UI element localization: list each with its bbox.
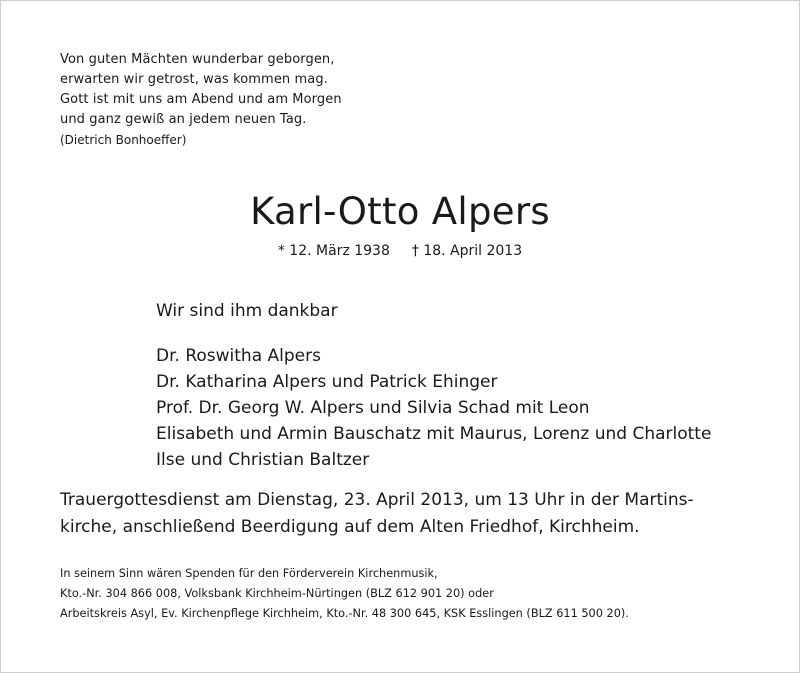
poem-line: Gott ist mit uns am Abend und am Morgen	[60, 92, 342, 107]
service-line: Trauergottesdienst am Dienstag, 23. April 2013, um 13 Uhr in der Martins-	[60, 490, 694, 510]
birth-date: * 12. März 1938	[277, 243, 390, 259]
mourner: Dr. Roswitha Alpers	[156, 346, 321, 366]
poem-line: Von guten Mächten wunderbar geborgen,	[60, 52, 335, 67]
mourner: Dr. Katharina Alpers und Patrick Ehinger	[156, 372, 498, 392]
poem-line: erwarten wir getrost, was kommen mag.	[60, 72, 328, 87]
funeral-service-info	[60, 487, 694, 541]
service-line: kirche, anschließend Beerdigung auf dem Alten Friedhof, Kirchheim.	[60, 517, 640, 537]
donation-line: Arbeitskreis Asyl, Ev. Kirchenpflege Kirchheim, Kto.-Nr. 48 300 645, KSK Esslingen (BLZ 611 500 20).	[60, 607, 629, 620]
donation-info	[60, 564, 629, 624]
thanks-line: Wir sind ihm dankbar	[156, 301, 338, 321]
deceased-name: Karl-Otto Alpers	[250, 190, 550, 233]
mourner: Prof. Dr. Georg W. Alpers und Silvia Schad mit Leon	[156, 398, 590, 418]
mourner: Ilse und Christian Baltzer	[156, 450, 370, 470]
donation-line: Kto.-Nr. 304 866 008, Volksbank Kirchheim-Nürtingen (BLZ 612 901 20) oder	[60, 587, 494, 600]
death-date: † 18. April 2013	[411, 243, 523, 259]
donation-line: In seinem Sinn wären Spenden für den Förderverein Kirchenmusik,	[60, 567, 438, 580]
life-dates	[0, 243, 800, 259]
poem-author: (Dietrich Bonhoeffer)	[60, 133, 187, 147]
mourner: Elisabeth und Armin Bauschatz mit Maurus, Lorenz und Charlotte	[156, 424, 712, 444]
mourners-list	[156, 343, 711, 473]
poem-line: und ganz gewiß an jedem neuen Tag.	[60, 112, 307, 127]
poem	[60, 50, 342, 130]
